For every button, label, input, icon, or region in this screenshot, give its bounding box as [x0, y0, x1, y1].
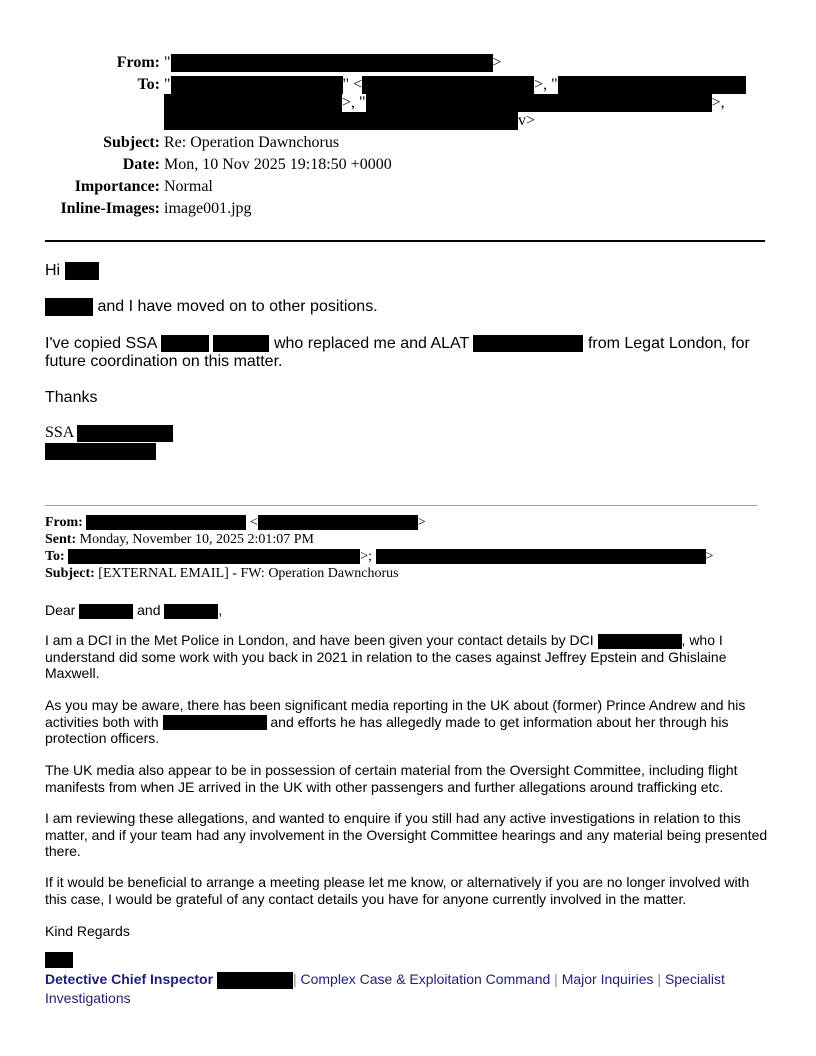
- redaction: [473, 335, 583, 352]
- redaction: [45, 443, 156, 460]
- redaction: [164, 604, 218, 619]
- sig-unit-1: Complex Case & Exploitation Command: [300, 971, 551, 987]
- redaction: [598, 634, 682, 649]
- redaction: [79, 604, 133, 619]
- sig-role: Detective Chief Inspector: [45, 971, 214, 987]
- redaction: [362, 76, 534, 94]
- sig-unit-3: Specialist Investigations: [45, 971, 725, 1006]
- importance-label: Importance:: [74, 178, 160, 195]
- fw-dear: Dear and ,: [45, 602, 223, 618]
- fw-paragraph-1: I am a DCI in the Met Police in London, and have been given your contact details by DCI , who I understand did some work with you back in 2021 in relation to the cases against Jeffrey Epstein and Ghislaine Maxwell.: [45, 632, 727, 682]
- redaction: [213, 335, 269, 352]
- fw-sent-value: Monday, November 10, 2025 2:01:07 PM: [79, 532, 314, 547]
- header-divider: [45, 240, 765, 242]
- redaction: [171, 54, 493, 72]
- fw-sent-row: [45, 531, 773, 548]
- fw-signature: Detective Chief Inspector | Complex Case & Exploitation Command | Major Inquiries | Specialist Investigations: [45, 971, 725, 1006]
- redaction: [164, 94, 342, 112]
- subject-label: Subject:: [103, 134, 160, 151]
- redaction: [217, 972, 293, 989]
- from-label: From:: [116, 54, 160, 71]
- from-value: " >: [164, 54, 502, 71]
- to-value-line1: " " < >, ": [164, 76, 746, 94]
- sig-unit-2: Major Inquiries: [561, 971, 654, 987]
- reply-greeting: Hi: [45, 262, 773, 280]
- redaction: [164, 112, 518, 130]
- redaction: [161, 335, 209, 352]
- fw-paragraph-5: If it would be beneficial to arrange a meeting please let me know, or alternatively if you are no longer involved with this case, I would be grateful of any contact details you have for anyone currently involved in the matter.: [45, 874, 750, 907]
- fw-paragraph-2: As you may be aware, there has been significant media reporting in the UK about (former) Prince Andrew and his activities both with and efforts he has allegedly made to get information about her through his protection officers.: [45, 697, 746, 747]
- redaction: [68, 549, 360, 564]
- fw-subject-value: [EXTERNAL EMAIL] - FW: Operation Dawnchorus: [98, 566, 399, 581]
- redaction: [86, 515, 246, 530]
- redaction: [171, 76, 343, 94]
- fw-from-label: From:: [45, 515, 83, 530]
- to-value-line2: >, " >,: [164, 94, 725, 112]
- redaction: [45, 298, 93, 316]
- inline-images-value[interactable]: image001.jpg: [164, 200, 252, 217]
- redaction: [366, 94, 712, 112]
- fw-to-row: To: >; >: [45, 549, 714, 564]
- subject-value: Re: Operation Dawnchorus: [164, 134, 340, 151]
- fw-sent-label: Sent:: [45, 532, 77, 547]
- date-label: Date:: [122, 156, 160, 173]
- fw-to-label: To:: [45, 549, 65, 564]
- redaction: [376, 549, 706, 564]
- importance-value: Normal: [164, 178, 213, 195]
- forward-divider: [45, 505, 757, 506]
- reply-thanks: Thanks: [45, 389, 98, 406]
- redaction: [163, 715, 267, 730]
- fw-from-row: From: < >: [45, 515, 426, 530]
- inline-images-label: Inline-Images:: [60, 200, 160, 217]
- redaction: [558, 76, 746, 94]
- redaction: [258, 515, 418, 530]
- fw-paragraph-4: I am reviewing these allegations, and wanted to enquire if you still had any active investigations in relation to this matter, and if your team had any involvement in the Oversight Committee hearings and any material being presented there.: [45, 810, 768, 859]
- redaction: [65, 262, 99, 280]
- redaction: [77, 425, 173, 442]
- reply-signature: SSA: [45, 424, 173, 442]
- reply-line1: and I have moved on to other positions.: [45, 298, 773, 316]
- fw-subject-label: Subject:: [45, 566, 95, 581]
- fw-closing: Kind Regards: [45, 923, 130, 939]
- date-value: Mon, 10 Nov 2025 19:18:50 +0000: [164, 156, 392, 173]
- reply-line2: I've copied SSA who replaced me and ALAT from Legat London, for future coordination on this matter.: [45, 335, 750, 370]
- redaction: [45, 952, 73, 968]
- to-label: To:: [137, 76, 160, 93]
- fw-paragraph-3: The UK media also appear to be in possession of certain material from the Oversight Committee, including flight manifests from when JE arrived in the UK with other passengers and further allegations around trafficking etc.: [45, 762, 738, 795]
- fw-subject-row: [45, 565, 773, 582]
- to-value-line3: v>: [164, 112, 535, 130]
